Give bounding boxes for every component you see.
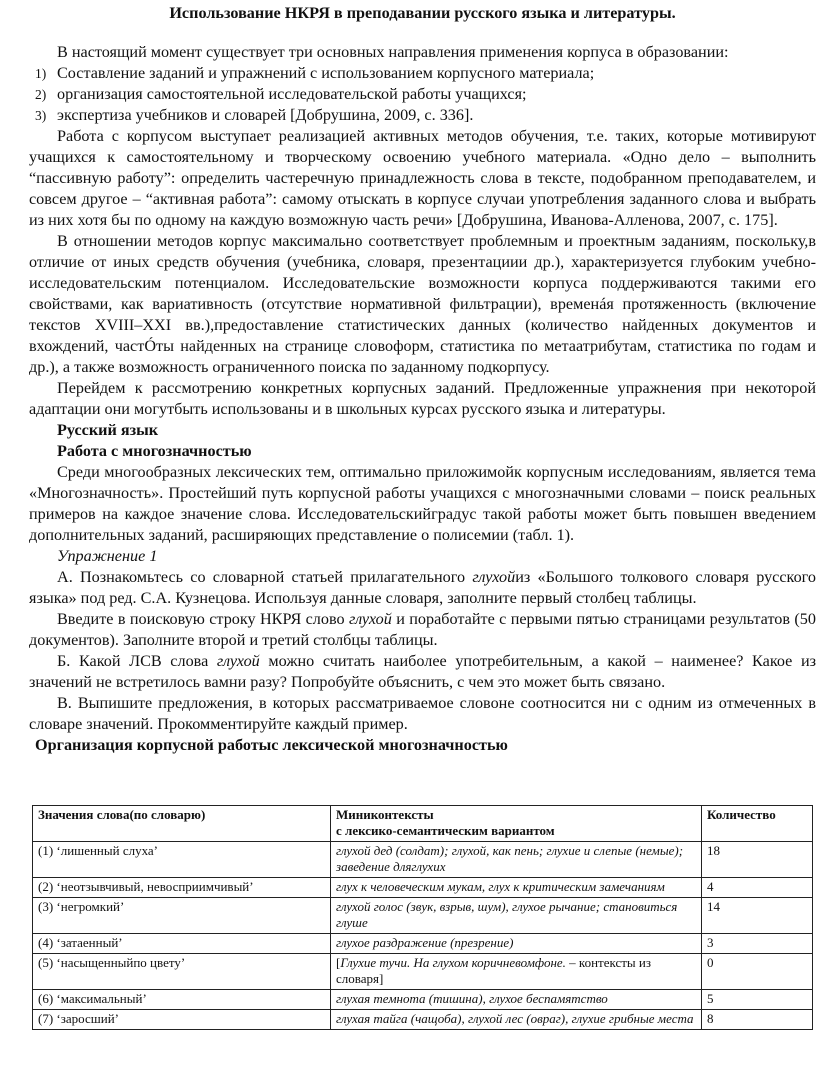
meaning-cell: (1) ‘лишенный слуха’ <box>33 842 331 878</box>
polysemy-table <box>32 805 813 1030</box>
document-body <box>29 42 816 756</box>
table-row <box>33 934 813 954</box>
task-a <box>29 567 816 609</box>
header-contexts-line2: с лексико-семантическим вариантом <box>336 823 555 838</box>
count-cell: 5 <box>702 990 813 1010</box>
task-b <box>29 651 816 693</box>
count-cell: 18 <box>702 842 813 878</box>
header-contexts-line1: Миниконтексты <box>336 807 434 822</box>
direction-text: Составление заданий и упражнений с использованием корпусного материала; <box>57 64 595 82</box>
exercise-label: Упражнение 1 <box>57 547 158 565</box>
task-a-text: А. Познакомьтесь со словарной статьей прилагательного <box>57 568 473 586</box>
task-b-text: Б. Какой ЛСВ слова <box>57 652 217 670</box>
header-meaning: Значения слова(по словарю) <box>33 806 331 842</box>
contexts-cell <box>331 954 702 990</box>
table-row <box>33 954 813 990</box>
keyword: глухой <box>216 652 260 670</box>
document-title: Использование НКРЯ в преподавании русского языка и литературы. <box>169 4 676 22</box>
count-cell: 3 <box>702 934 813 954</box>
contexts-cell: глух к человеческим мукам, глух к критическим замечаниям <box>331 878 702 898</box>
table-caption: Организация корпусной работыс лексической многозначностью <box>35 736 508 754</box>
contexts-tail: – контексты из словаря] <box>336 955 652 986</box>
intro-paragraph: В настоящий момент существует три основных направления применения корпуса в образовании: <box>57 43 729 61</box>
meaning-cell: (5) ‘насыщенныйпо цвету’ <box>33 954 331 990</box>
task-a-search <box>29 609 816 651</box>
count-cell: 0 <box>702 954 813 990</box>
task-a-search-text: Введите в поисковую строку НКРЯ слово <box>57 610 349 628</box>
direction-number: 1) <box>35 66 47 81</box>
contexts-cell: глухой голос (звук, взрыв, шум), глухое рычание; становиться глуше <box>331 898 702 934</box>
header-count: Количество <box>702 806 813 842</box>
meaning-cell: (7) ‘заросший’ <box>33 1010 331 1030</box>
transition-paragraph: Перейдем к рассмотрению конкретных корпусных заданий. Предложенные упражнения при некоторой адаптации они могутбыть использованы и в школьных курсах русского языка и литературы. <box>29 379 816 418</box>
table-header-row <box>33 806 813 842</box>
task-a-search-text-end: и поработайте с первыми пятью страницами результатов (50 документов). Заполните второй и третий столбцы таблицы. <box>29 610 816 649</box>
contexts-open: [ <box>336 955 341 970</box>
direction-number: 3) <box>35 108 47 123</box>
count-cell: 4 <box>702 878 813 898</box>
meaning-cell: (6) ‘максимальный’ <box>33 990 331 1010</box>
table-row <box>33 1010 813 1030</box>
contexts-cell: глухая тайга (чащоба), глухой лес (овраг), глухие грибные места <box>331 1010 702 1030</box>
direction-number: 2) <box>35 87 47 102</box>
subsection-heading: Работа с многозначностью <box>57 442 252 460</box>
polysemy-paragraph: Среди многообразных лексических тем, оптимально приложимойк корпусным исследованиям, является тема «Многозначность». Простейший путь корпусной работы учащихся с многозначными словами – поиск реальных примеров на каждое значение слова. Исследовательскийградус такой работы может быть повышен введением дополнительных заданий, расширяющих представление о полисемии (табл. 1). <box>29 463 816 544</box>
keyword: глухой <box>348 610 392 628</box>
meaning-cell: (4) ‘затаенный’ <box>33 934 331 954</box>
direction-item <box>29 84 816 105</box>
contexts-cell: глухое раздражение (презрение) <box>331 934 702 954</box>
methods-paragraph: В отношении методов корпус максимально соответствует проблемным и проектным заданиям, поскольку,в отличие от иных средств обучения (учебника, словаря, презентациии др.), характеризуется глубоким учебно-исследовательским потенциалом. Исследовательские возможности корпуса поддерживаются такими его свойствами, как вариативность (отсутствие нормативной фильтрации), временáя протяженность (включение текстов XVIII–XXI вв.),предоставление статистических данных (количество найденных документов и вхождений, частÓты найденных на странице словоформ, статистика по метаатрибутам, статистика по годам и др.), а также возможность ограниченного поиска по заданному подкорпусу. <box>29 232 816 376</box>
direction-text: экспертиза учебников и словарей [Добрушина, 2009, с. 336]. <box>57 106 474 124</box>
table-row <box>33 990 813 1010</box>
task-a-text-end: из «Большого толкового словаря русского языка» под ред. С.А. Кузнецова. Используя данные словаря, заполните первый столбец таблицы. <box>29 568 816 607</box>
task-b-text-end: можно считать наиболее употребительным, а какой – наименее? Какое из значений не встретилось вамни разу? Попробуйте объяснить, с чем это может быть связано. <box>29 652 816 691</box>
meaning-cell: (2) ‘неотзывчивый, невосприимчивый’ <box>33 878 331 898</box>
direction-item <box>29 63 816 84</box>
direction-item <box>29 105 816 126</box>
table-row <box>33 878 813 898</box>
table-row <box>33 842 813 878</box>
table-row <box>33 898 813 934</box>
section-heading: Русский язык <box>57 421 159 439</box>
count-cell: 14 <box>702 898 813 934</box>
active-methods-paragraph: Работа с корпусом выступает реализацией активных методов обучения, т.е. таких, которые мотивируют учащихся к самостоятельному и творческому освоению учебного материала. «Одно дело – выполнить “пассивную работу”: определить частеречную принадлежность слова в тексте, подобранном преподавателем, и совсем другое – “активная работа”: самому отыскать в корпусе случаи употребления заданного слова и выбрать из них хотя бы по одному на каждую возможную часть речи» [Добрушина, Иванова-Алленова, 2007, с. 175]. <box>29 127 816 229</box>
contexts-cell: глухая темнота (тишина), глухое беспамятство <box>331 990 702 1010</box>
contexts-cell: глухой дед (солдат); глухой, как пень; глухие и слепые (немые); заведение дляглухих <box>331 842 702 878</box>
meaning-cell: (3) ‘негромкий’ <box>33 898 331 934</box>
contexts-italic: Глухие тучи. На глухом коричневомфоне. <box>340 955 566 970</box>
header-contexts <box>331 806 702 842</box>
count-cell: 8 <box>702 1010 813 1030</box>
direction-text: организация самостоятельной исследовательской работы учащихся; <box>57 85 527 103</box>
keyword: глухой <box>472 568 516 586</box>
task-c: В. Выпишите предложения, в которых рассматриваемое словоне соотносится ни с одним из отмеченных в словаре значений. Прокомментируйте каждый пример. <box>29 694 816 733</box>
